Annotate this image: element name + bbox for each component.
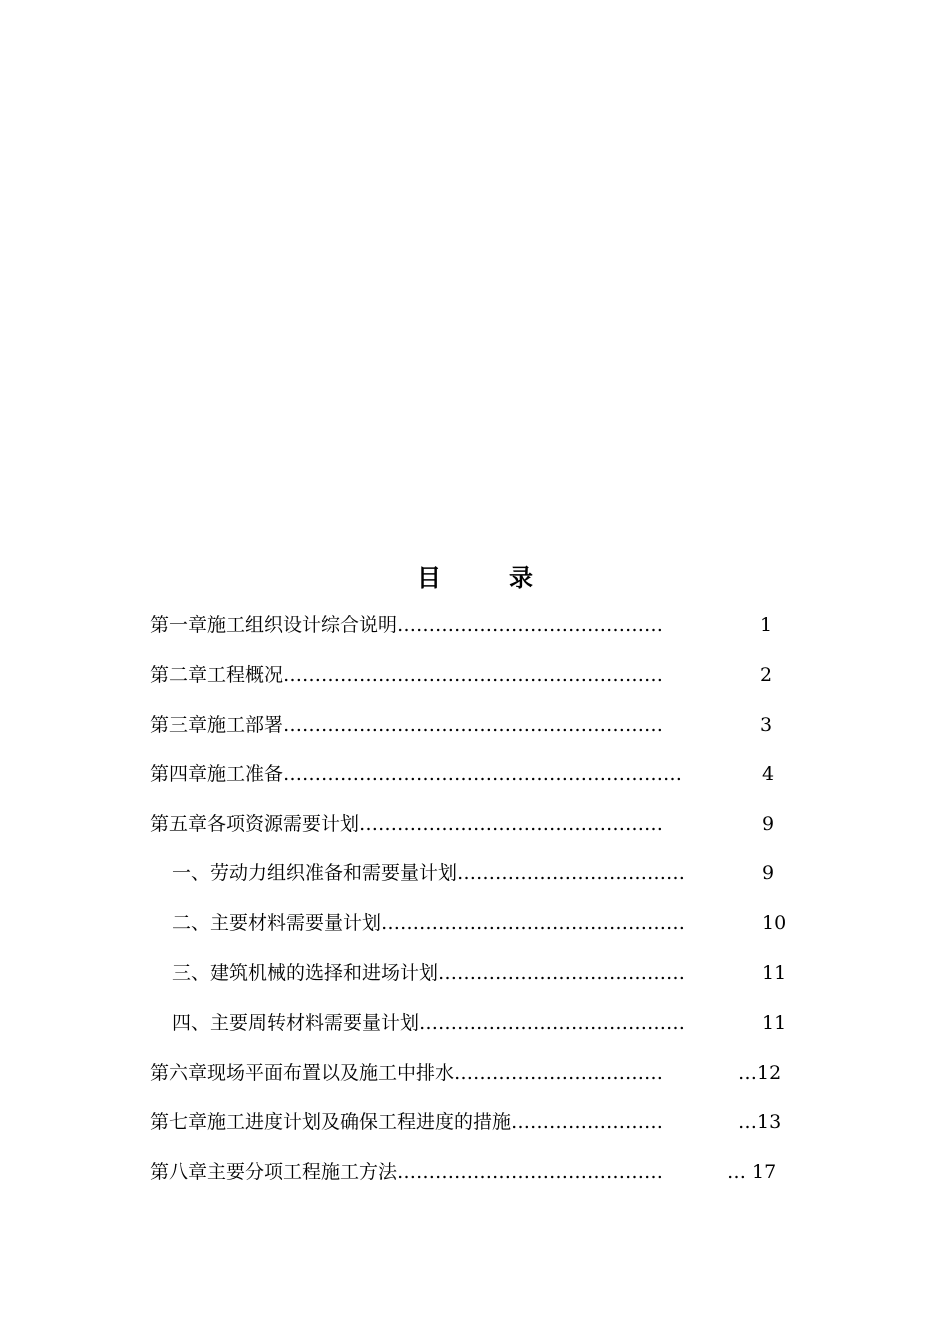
toc-entry-page: 9 xyxy=(762,862,775,884)
toc-entry-label: 三、建筑机械的选择和进场计划………………………………… xyxy=(172,962,686,984)
toc-entry-page: 4 xyxy=(762,763,775,785)
toc-entry xyxy=(0,660,950,690)
toc-entry xyxy=(0,1107,950,1137)
toc-entry-label: 第五章各项资源需要计划………………………………………… xyxy=(150,813,664,835)
toc-entry-page: 11 xyxy=(762,962,787,984)
toc-entry-page: …12 xyxy=(738,1062,782,1084)
toc-entry-page: 1 xyxy=(760,614,773,636)
toc-entry-label: 第八章主要分项工程施工方法…………………………………… xyxy=(150,1161,664,1183)
toc-entry-label: 一、劳动力组织准备和需要量计划……………………………… xyxy=(172,862,686,884)
toc-entry xyxy=(0,1157,950,1187)
toc-entry-label: 四、主要周转材料需要量计划…………………………………… xyxy=(172,1012,686,1034)
toc-entry xyxy=(0,1008,950,1038)
toc-entry-page: 2 xyxy=(760,664,773,686)
toc-entry-label: 第三章施工部署…………………………………………………… xyxy=(150,714,664,736)
toc-entry-page: 11 xyxy=(762,1012,787,1034)
toc-entry xyxy=(0,1058,950,1088)
toc-entry-label: 第六章现场平面布置以及施工中排水…………………………… xyxy=(150,1062,664,1084)
toc-entry-page: 10 xyxy=(762,912,787,934)
toc-title: 目录 xyxy=(417,564,601,592)
toc-entry xyxy=(0,809,950,839)
toc-entry-page: 3 xyxy=(760,714,773,736)
toc-entry xyxy=(0,858,950,888)
toc-entry-page: … 17 xyxy=(727,1161,777,1183)
toc-entry xyxy=(0,958,950,988)
toc-entry-label: 第四章施工准备……………………………………………………… xyxy=(150,763,683,785)
toc-entry-page: 9 xyxy=(762,813,775,835)
toc-entry xyxy=(0,759,950,789)
toc-entry-page: …13 xyxy=(738,1111,782,1133)
toc-entry xyxy=(0,710,950,740)
toc-entry xyxy=(0,610,950,640)
toc-entry-label: 第七章施工进度计划及确保工程进度的措施…………………… xyxy=(150,1111,664,1133)
toc-entry xyxy=(0,908,950,938)
toc-entry-label: 第二章工程概况…………………………………………………… xyxy=(150,664,664,686)
toc-entry-label: 二、主要材料需要量计划………………………………………… xyxy=(172,912,686,934)
toc-entry-label: 第一章施工组织设计综合说明…………………………………… xyxy=(150,614,664,636)
